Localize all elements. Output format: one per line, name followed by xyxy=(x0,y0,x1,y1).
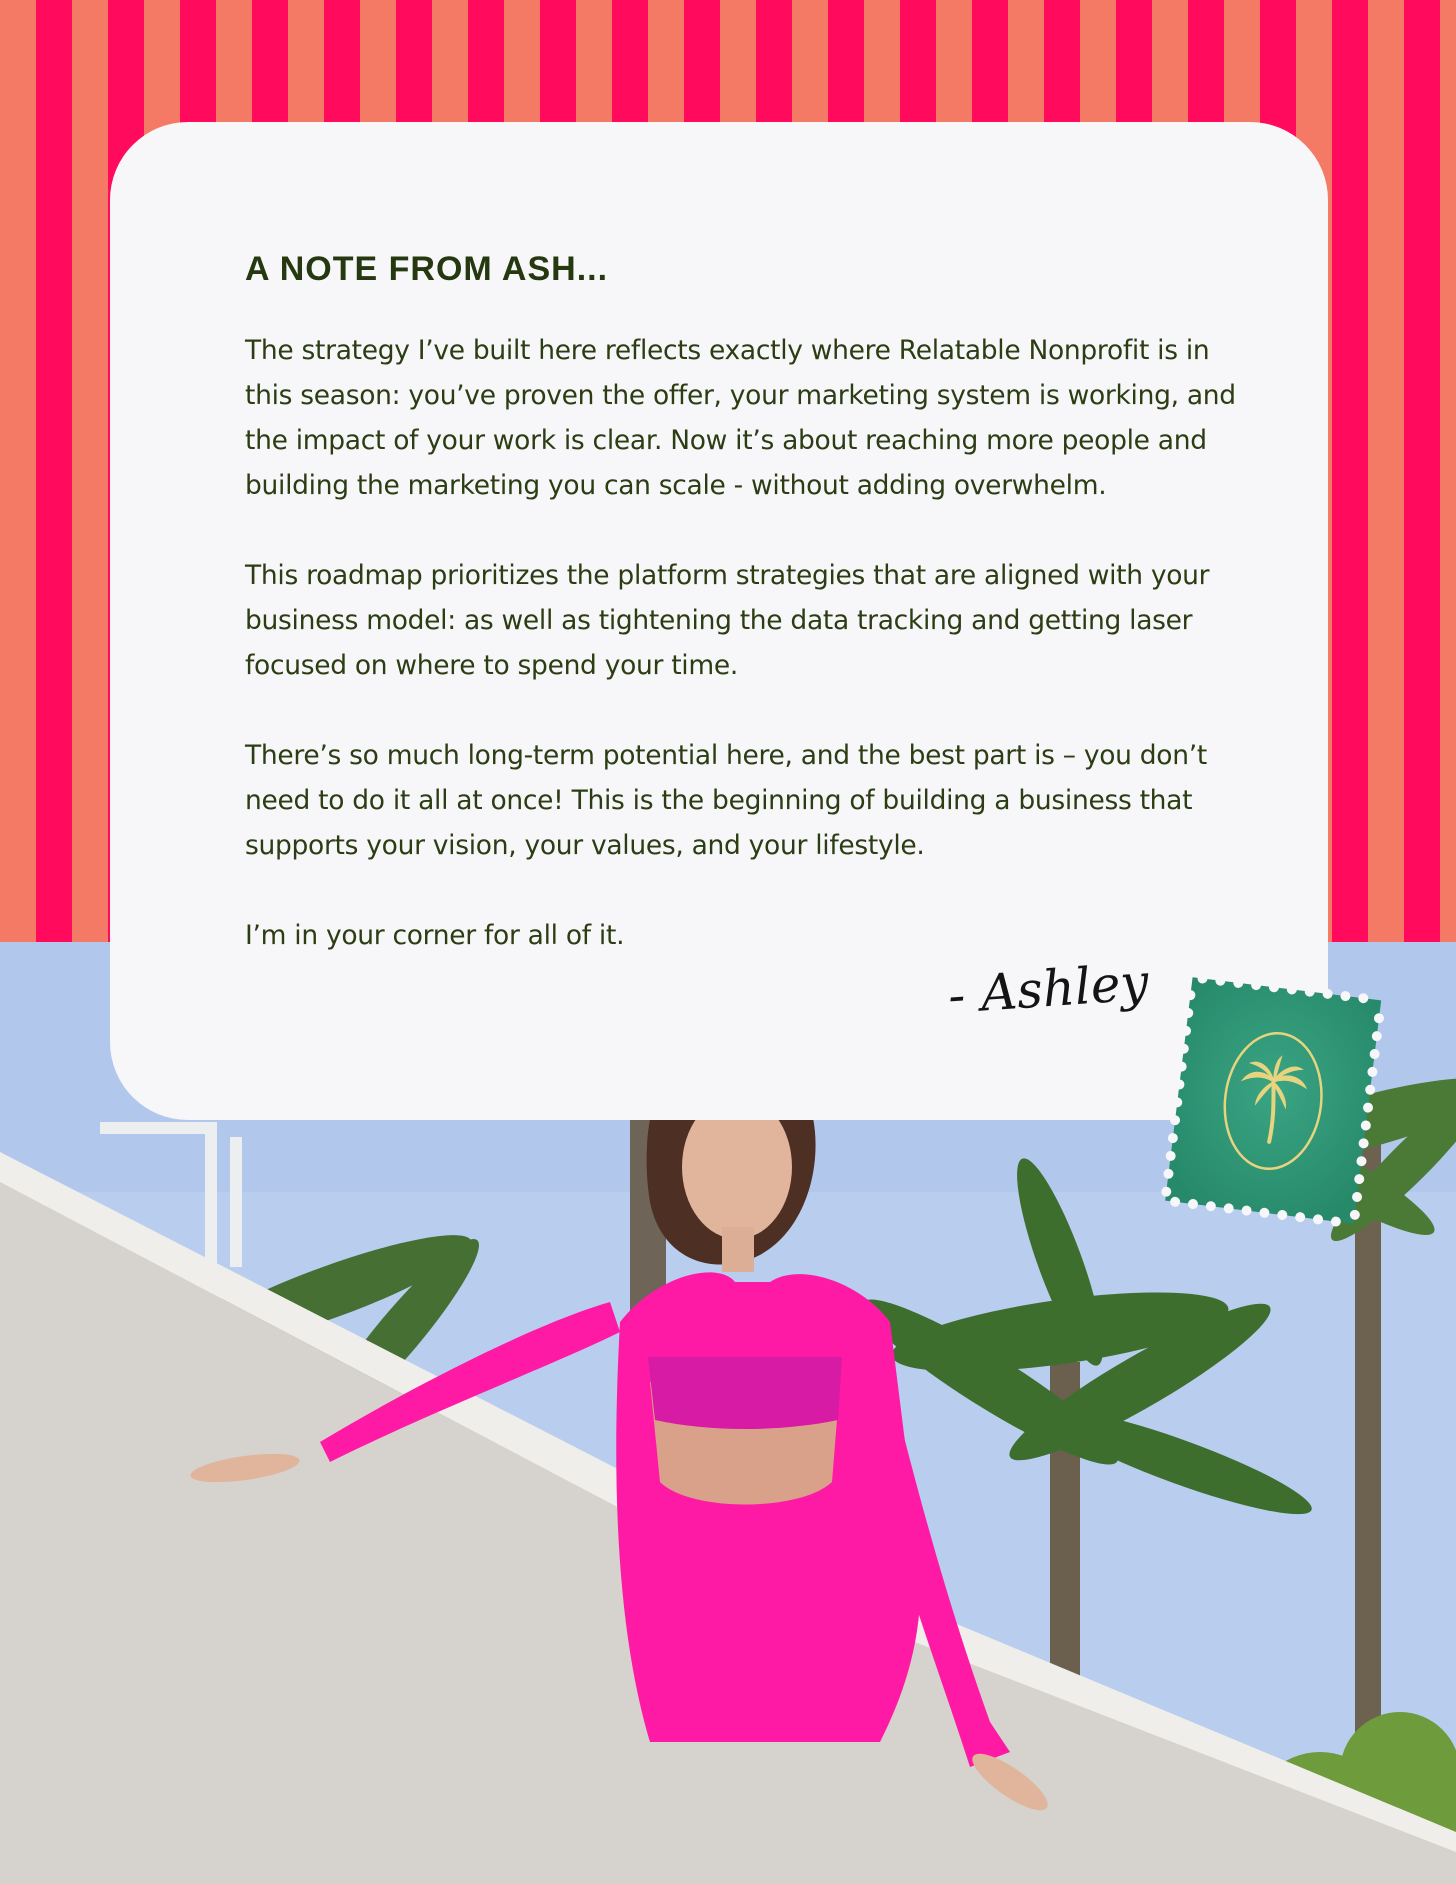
note-paragraph: I’m in your corner for all of it. xyxy=(245,920,625,951)
note-body xyxy=(245,328,1245,1003)
note-card xyxy=(110,122,1328,1120)
note-paragraph: There’s so much long-term potential here, and the best part is – you don’t need to do it all at once! This is the beginning of building a business that supports your vision, your values, and your lifestyle. xyxy=(245,740,1207,861)
postage-stamp xyxy=(1158,970,1388,1235)
note-paragraph: This roadmap prioritizes the platform strategies that are aligned with your business model: as well as tightening the data tracking and getting laser focused on where to spend your time. xyxy=(245,560,1210,681)
note-title: A NOTE FROM ASH... xyxy=(245,250,609,288)
note-paragraph: The strategy I’ve built here reflects exactly where Relatable Nonprofit is in this season: you’ve proven the offer, your marketing system is working, and the impact of your work is clear. Now it’s about reaching more people and building the marketing you can scale - without adding overwhelm. xyxy=(245,335,1236,501)
signature: - Ashley xyxy=(946,953,1151,1025)
